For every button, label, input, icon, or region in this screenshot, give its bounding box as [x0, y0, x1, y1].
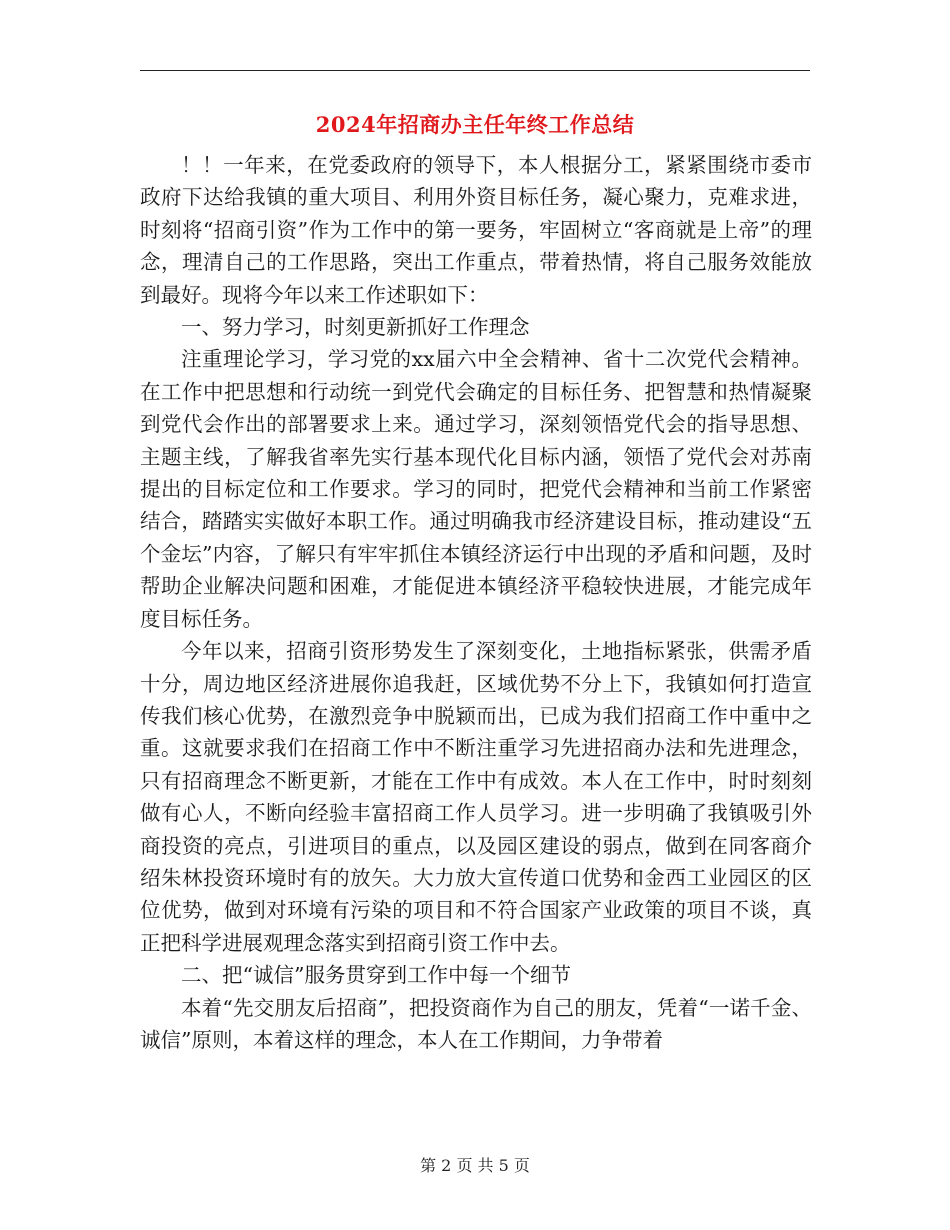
paragraph-integrity: 本着“先交朋友后招商”，把投资商作为自己的朋友，凭着“一诺千金、诚信”原则，本着这样的理念，本人在工作期间，力争带着	[140, 995, 812, 1052]
document-title: 2024年招商办主任年终工作总结	[315, 112, 635, 137]
paragraph-study: 注重理论学习，学习党的xx届六中全会精神、省十二次党代会精神。在工作中把思想和行动统一到党代会确定的目标任务、把智慧和热情凝聚到党代会作出的部署要求上来。通过学习，深刻领悟党代会的指导思想、主题主线，了解我省率先实行基本现代化目标内涵，领悟了党代会对苏南提出的目标定位和工作要求。学习的同时，把党代会精神和当前工作紧密结合，踏踏实实做好本职工作。通过明确我市经济建设目标，推动建设“五个金坛”内容，了解只有牢牢抓住本镇经济运行中出现的矛盾和问题，及时帮助企业解决问题和困难，才能促进本镇经济平稳较快进展，才能完成年度目标任务。	[140, 347, 812, 631]
page-footer: 第 2 页 共 5 页	[420, 1156, 530, 1175]
document-body	[140, 149, 812, 1056]
header-rule	[140, 70, 810, 71]
paragraph-intro: ！！一年来，在党委政府的领导下，本人根据分工，紧紧围绕市委市政府下达给我镇的重大项目、利用外资目标任务，凝心聚力，克难求进，时刻将“招商引资”作为工作中的第一要务，牢固树立“客商就是上帝”的理念，理清自己的工作思路，突出工作重点，带着热情，将自己服务效能放到最好。现将今年以来工作述职如下：	[140, 153, 812, 307]
section-heading-2: 二、把“诚信”服务贯穿到工作中每一个细节	[181, 963, 571, 988]
paragraph-situation: 今年以来，招商引资形势发生了深刻变化，土地指标紧张，供需矛盾十分，周边地区经济进展你追我赶，区域优势不分上下，我镇如何打造宣传我们核心优势，在激烈竞争中脱颖而出，已成为我们招商工作中重中之重。这就要求我们在招商工作中不断注重学习先进招商办法和先进理念，只有招商理念不断更新，才能在工作中有成效。本人在工作中，时时刻刻做有心人，不断向经验丰富招商工作人员学习。进一步明确了我镇吸引外商投资的亮点，引进项目的重点，以及园区建设的弱点，做到在同客商介绍朱林投资环境时有的放矢。大力放大宣传道口优势和金西工业园区的区位优势，做到对环境有污染的项目和不符合国家产业政策的项目不谈，真正把科学进展观理念落实到招商引资工作中去。	[140, 639, 812, 955]
section-heading-1: 一、努力学习，时刻更新抓好工作理念	[181, 315, 530, 340]
